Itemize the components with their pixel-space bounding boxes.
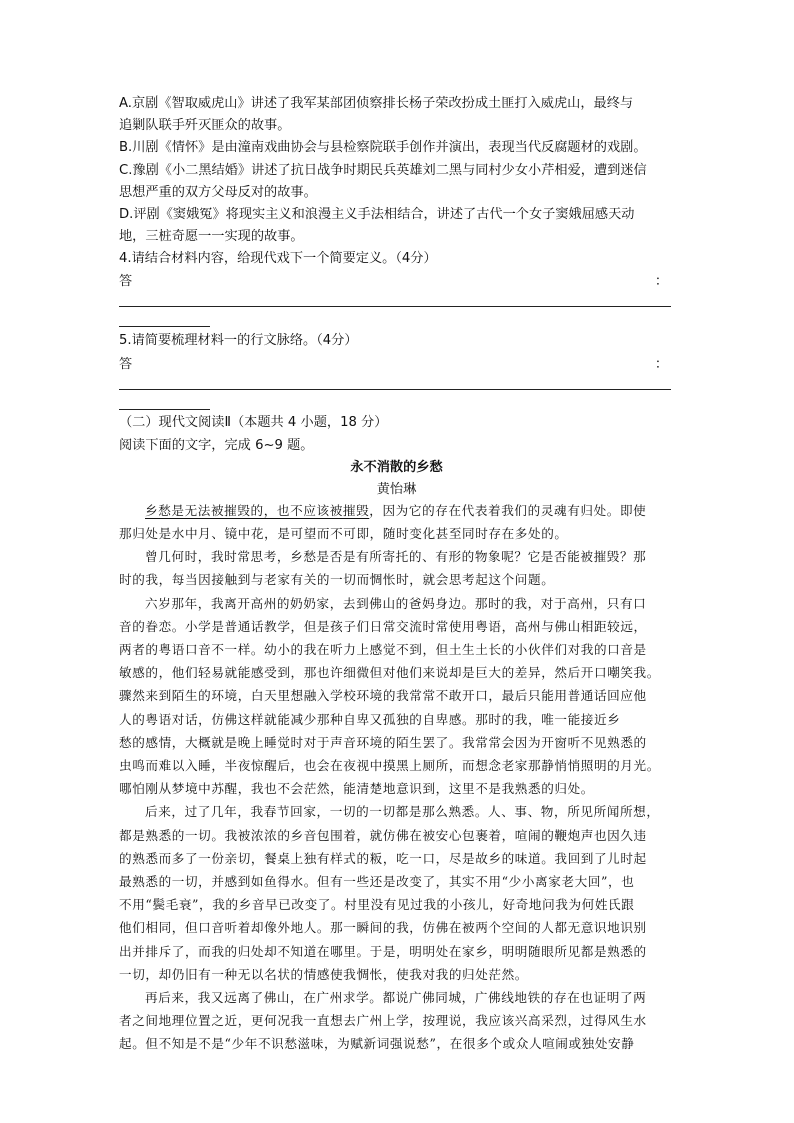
answer-label: 答	[119, 357, 133, 372]
answer-label: 答	[119, 274, 133, 289]
article-line: 者之间地理位置之近，更何况我一直想去广州上学，按理说，我应该兴高采烈，过得风生水	[119, 1013, 647, 1028]
option-d-line-1: D.评剧《窦娥冤》将现实主义和浪漫主义手法相结合，讲述了古代一个女子窦娥屈感天动	[119, 207, 635, 222]
article-line: 敏感的，他们轻易就能感受到，那也许细微但对他们来说却是巨大的差异，然后开口嘲笑我。	[119, 665, 660, 680]
answer-line-q5-short[interactable]	[119, 409, 210, 410]
article-line: 虫鸣而难以入睡，半夜惊醒后，也会在夜视中摸黑上厕所，而想念老家那静悄悄照明的月光。	[119, 758, 660, 773]
article-title: 永不消散的乡愁	[350, 460, 443, 475]
article-line: 人的粤语对话，仿佛这样就能减少那种自卑又孤独的自卑感。那时的我，唯一能接近乡	[119, 712, 621, 727]
article-line: 出并排斥了，而我的归处却不知道在哪里。于是，明明处在家乡，明明随眼所见都是熟悉的	[119, 944, 647, 959]
article-line: 起。但不知是不是“少年不识愁滋味，为赋新词强说愁”，在很多个或众人喧闹或独处安静	[119, 1036, 635, 1051]
article-line: 骤然来到陌生的环境，白天里想融入学校环境的我常常不敢开口，最后只能用普通话回应他	[119, 688, 647, 703]
section-heading: （二）现代文阅读Ⅱ（本题共 4 小题，18 分）	[119, 415, 388, 430]
article-line: 都是熟悉的一切。我被浓浓的乡音包围着，就仿佛在被安心包裹着，喧闹的鞭炮声也因久违	[119, 828, 647, 843]
section-instruction: 阅读下面的文字，完成 6~9 题。	[119, 438, 314, 453]
option-b-line: B.川剧《情怀》是由潼南戏曲协会与县检察院联手创作并演出，表现当代反腐题材的戏剧。	[119, 140, 647, 155]
option-c-line-1: C.豫剧《小二黑结婚》讲述了抗日战争时期民兵英雄刘二黑与同村少女小芹相爱，遭到迷信	[119, 163, 647, 178]
article-line: 的熟悉而多了一份亲切，餐桌上独有样式的粄，吃一口，尽是故乡的味道。我回到了儿时起	[119, 851, 647, 866]
answer-line-q5[interactable]	[119, 389, 671, 390]
article-line: 最熟悉的一切，并感到如鱼得水。但有一些还是改变了，其实不用“少小离家老大回”，也	[119, 874, 635, 889]
article-line: 后来，过了几年，我春节回家，一切的一切都是那么熟悉。人、事、物，所见所闻所想，	[145, 804, 660, 819]
article-line: 曾几何时，我时常思考，乡愁是否是有所寄托的、有形的物象呢？它是否能被摧毁？那	[145, 549, 647, 564]
article-line: 他们相同，但口音听着却像外地人。那一瞬间的我，仿佛在被两个空间的人都无意识地识别	[119, 920, 647, 935]
option-d-line-2: 地，三桩奇愿一一实现的故事。	[119, 229, 304, 244]
question-5: 5.请简要梳理材料一的行文脉络。（4分）	[119, 333, 358, 348]
question-4: 4.请结合材料内容，给现代戏下一个简要定义。（4分）	[119, 251, 437, 266]
article-line: 哪怕刚从梦境中苏醒，我也不会茫然，能清楚地意识到，这里不是我熟悉的归处。	[119, 781, 594, 796]
article-line: 两者的粤语口音不一样。幼小的我在听力上感觉不到，但土生土长的小伙伴们对我的口音是	[119, 642, 647, 657]
answer-colon: ：	[654, 274, 668, 289]
option-c-line-2: 思想严重的双方父母反对的故事。	[119, 185, 317, 200]
answer-line-q4-short[interactable]	[119, 326, 210, 327]
article-line: 时的我，每当因接触到与老家有关的一切而惆怅时，就会思考起这个问题。	[119, 572, 555, 587]
underlined-sentence: 乡愁是无法被摧毁的，也不应该被摧毁	[145, 503, 370, 518]
article-line	[119, 501, 674, 523]
answer-line-q4[interactable]	[119, 306, 671, 307]
article-line-rest: ，因为它的存在代表着我们的灵魂有归处。即使	[369, 503, 647, 518]
article-line: 不用“鬓毛衰”，我的乡音早已改变了。村里没有见过我的小孩儿，好奇地问我为何姓氏跟	[119, 897, 635, 912]
article-line: 那归处是水中月、镜中花，是可望而不可即，随时变化甚至同时存在多处的。	[119, 526, 568, 541]
option-a-line-2: 追剿队联手歼灭匪众的故事。	[119, 118, 291, 133]
article-line: 六岁那年，我离开高州的奶奶家，去到佛山的爸妈身边。那时的我，对于高州，只有口	[145, 596, 647, 611]
article-line: 音的眷恋。小学是普通话教学，但是孩子们日常交流时常使用粤语，高州与佛山相距较远，	[119, 619, 647, 634]
answer-colon: ：	[654, 357, 668, 372]
article-line: 再后来，我又远离了佛山，在广州求学。都说广佛同城，广佛线地铁的存在也证明了两	[145, 990, 647, 1005]
question-4-answer-row	[119, 272, 674, 294]
option-a-line-1: A.京剧《智取威虎山》讲述了我军某部团侦察排长杨子荣改扮成土匪打入威虎山，最终与	[119, 96, 634, 111]
article-author: 黄怡琳	[376, 482, 417, 497]
question-5-answer-row	[119, 355, 674, 377]
article-line: 愁的感情，大概就是晚上睡觉时对于声音环境的陌生罢了。我常常会因为开窗听不见熟悉的	[119, 735, 647, 750]
article-line: 一切，却仍旧有一种无以名状的情感使我惆怅，使我对我的归处茫然。	[119, 967, 529, 982]
